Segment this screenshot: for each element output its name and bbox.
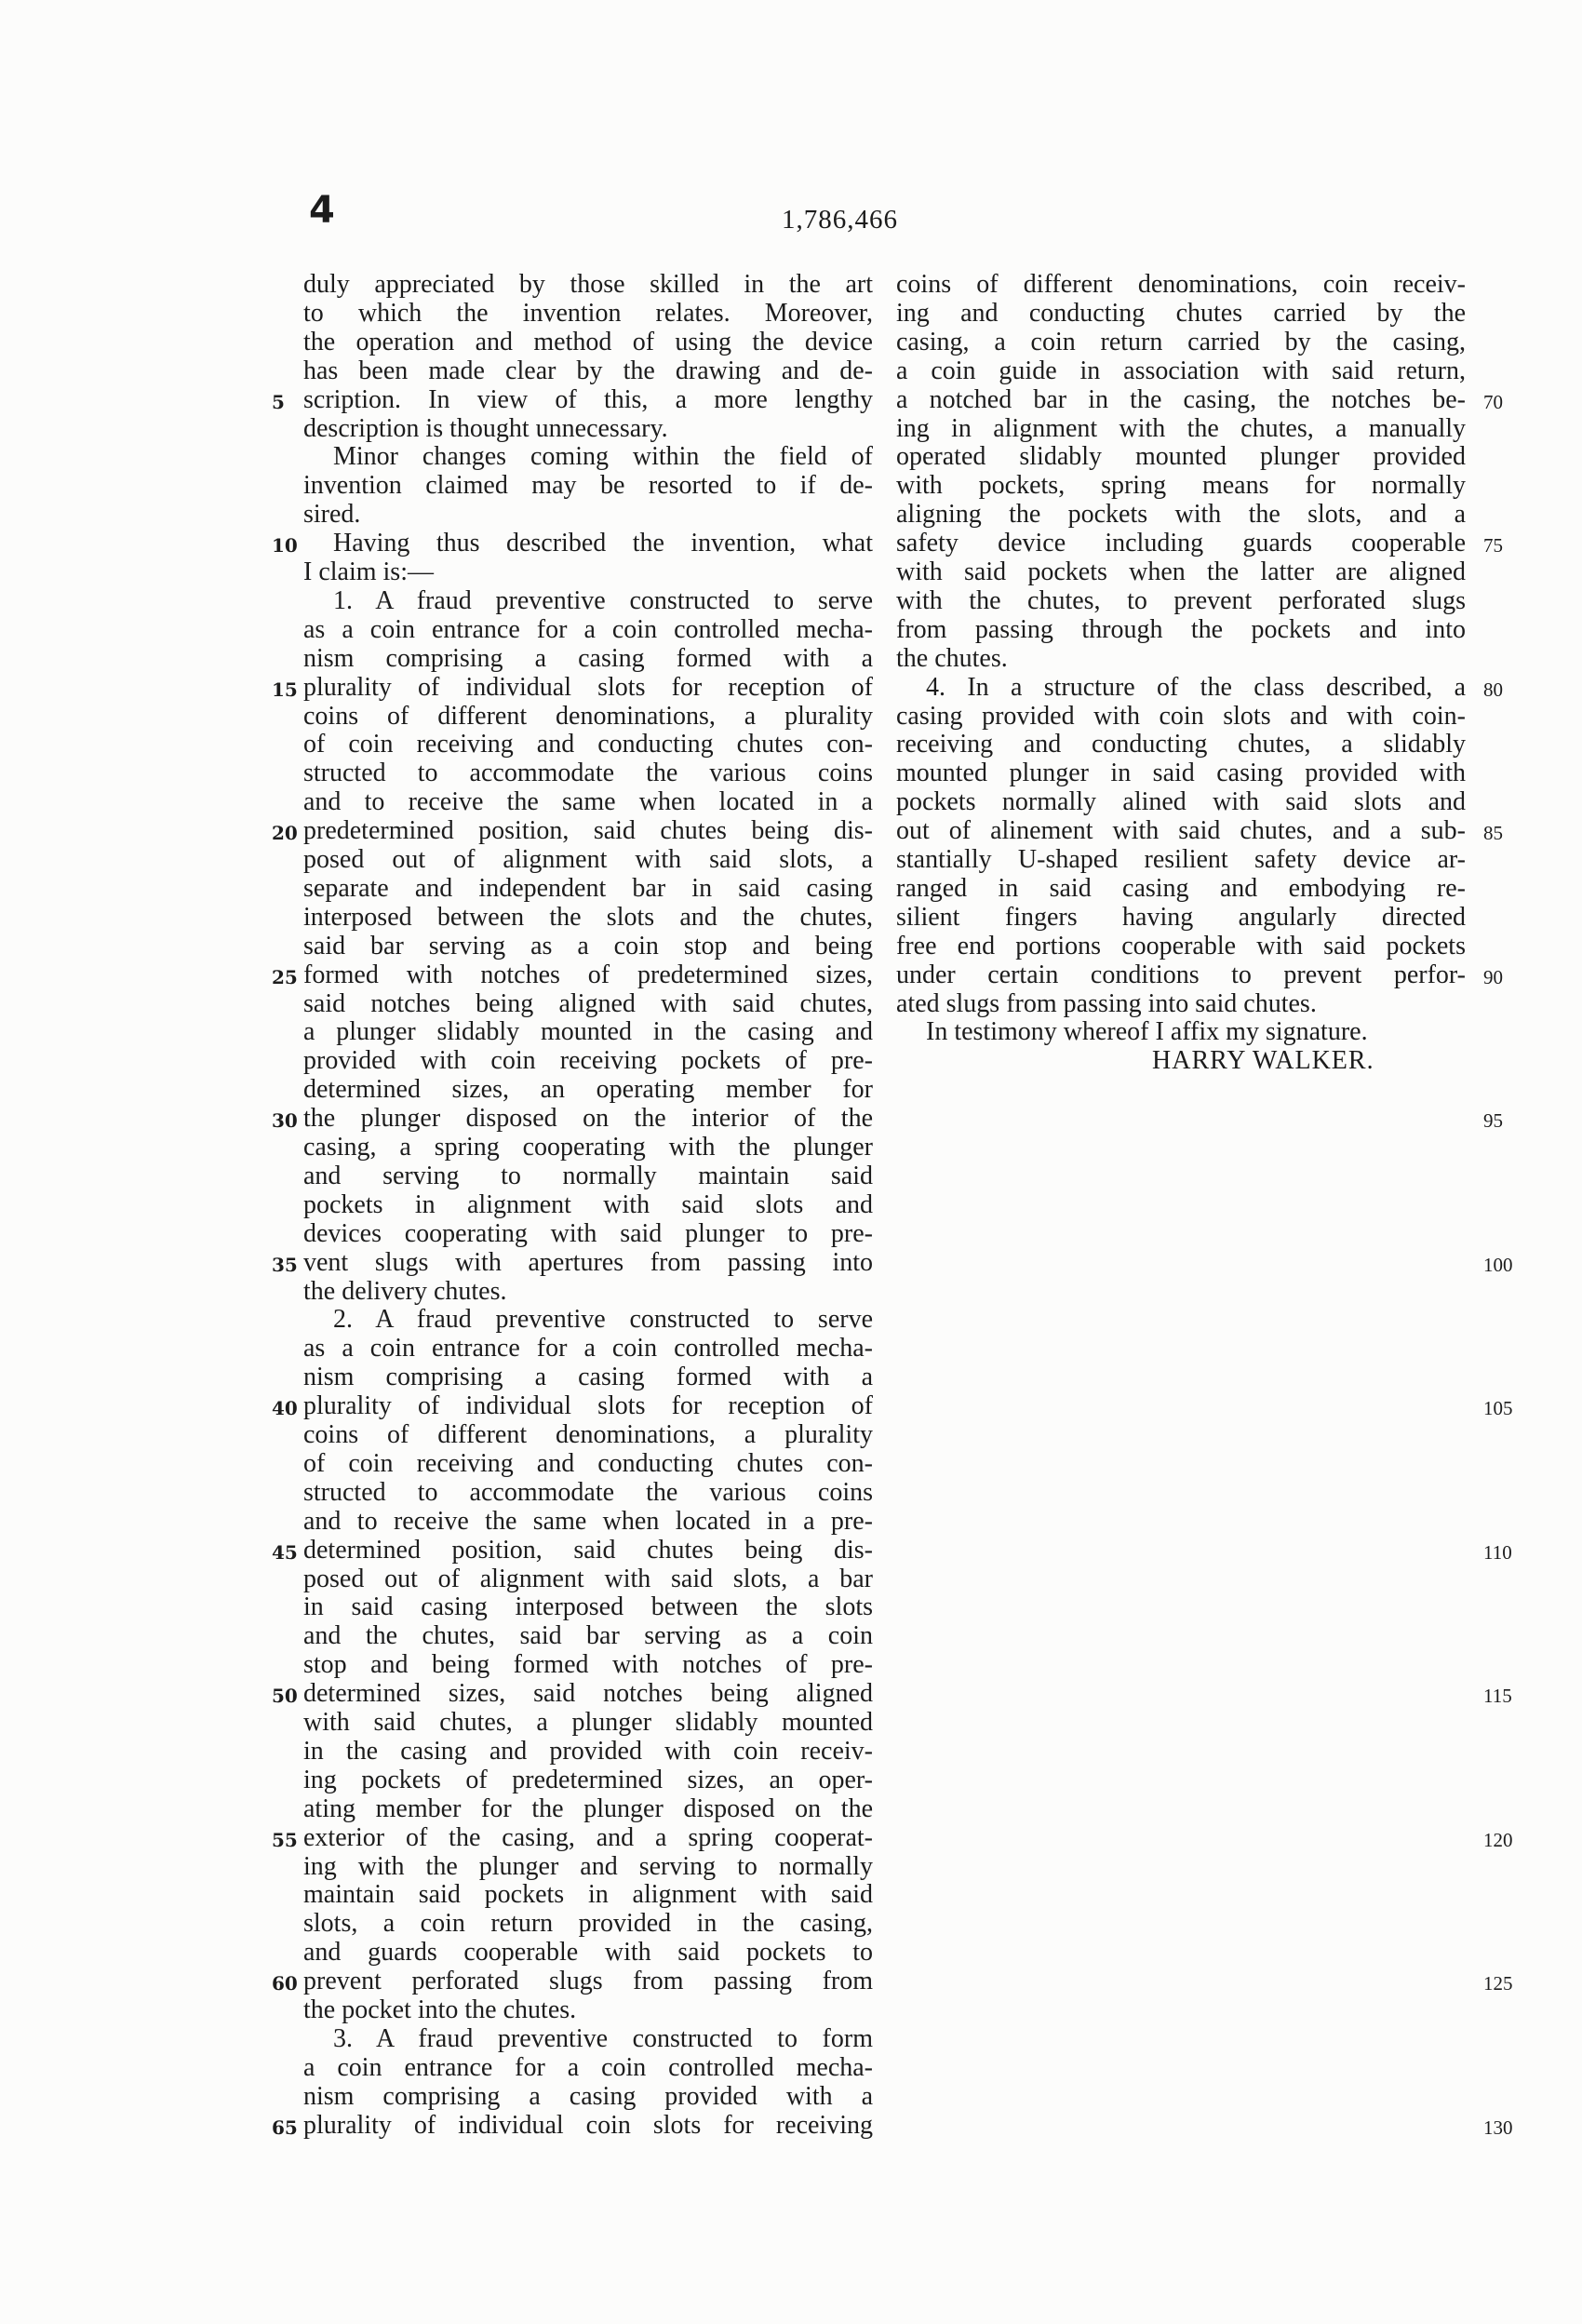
text-line: plurality of individual coin slots for receiving xyxy=(303,2110,873,2140)
text-line: in the casing and provided with coin receiv- xyxy=(303,1736,873,1766)
text-line: nism comprising a casing formed with a xyxy=(303,1363,873,1392)
text-line: posed out of alignment with said slots, a bar xyxy=(303,1564,873,1593)
text-line: separate and independent bar in said casing xyxy=(303,873,873,903)
text-line: from passing through the pockets and into xyxy=(896,614,1466,644)
line-number-left: 10 xyxy=(272,534,298,557)
line-number-right: 115 xyxy=(1483,1685,1512,1708)
line-number-right: 120 xyxy=(1483,1828,1513,1851)
text-line: out of alinement with said chutes, and a sub- xyxy=(896,816,1466,846)
text-line: nism comprising a casing provided with a xyxy=(303,2081,873,2111)
text-line: ing pockets of predetermined sizes, an oper- xyxy=(303,1765,873,1794)
text-line: Minor changes coming within the field of xyxy=(333,442,873,472)
text-line: ated slugs from passing into said chutes. xyxy=(896,988,1317,1018)
text-line: exterior of the casing, and a spring cooperat- xyxy=(303,1822,873,1852)
text-line: coins of different denominations, a plurality xyxy=(303,701,873,731)
line-number-left: 20 xyxy=(272,822,298,845)
text-line: receiving and conducting chutes, a slidably xyxy=(896,730,1466,759)
text-line: a plunger slidably mounted in the casing and xyxy=(303,1017,873,1047)
line-number-left: 65 xyxy=(272,2116,298,2139)
text-line: casing, a spring cooperating with the plunger xyxy=(303,1133,873,1162)
text-line: the plunger disposed on the interior of the xyxy=(303,1104,873,1134)
line-number-right: 90 xyxy=(1483,965,1503,988)
text-line: 2. A fraud preventive constructed to serve xyxy=(333,1305,873,1335)
line-number-left: 15 xyxy=(272,678,298,701)
line-number-right: 75 xyxy=(1483,534,1503,557)
text-line: ing and conducting chutes carried by the xyxy=(896,298,1466,328)
line-number-right: 100 xyxy=(1483,1253,1513,1276)
line-number-right: 85 xyxy=(1483,822,1503,845)
text-line: structed to accommodate the various coins xyxy=(303,759,873,788)
line-number-left: 40 xyxy=(272,1397,298,1420)
text-line: formed with notches of predetermined sizes, xyxy=(303,960,873,989)
text-line: predetermined position, said chutes being dis- xyxy=(303,816,873,846)
text-line: the operation and method of using the device xyxy=(303,327,873,356)
line-number-left: 50 xyxy=(272,1685,298,1708)
text-line: a coin guide in association with said return, xyxy=(896,356,1466,385)
text-line: with said pockets when the latter are aligned xyxy=(896,557,1466,586)
text-line: operated slidably mounted plunger provided xyxy=(896,442,1466,472)
text-line: 1. A fraud preventive constructed to serve xyxy=(333,585,873,615)
line-number-right: 95 xyxy=(1483,1109,1503,1133)
text-line: casing, a coin return carried by the casing, xyxy=(896,327,1466,356)
line-number-left: 5 xyxy=(272,390,285,413)
text-line: and to receive the same when located in a pre- xyxy=(303,1506,873,1536)
text-line: coins of different denominations, a plurality xyxy=(303,1420,873,1449)
text-line: In testimony whereof I affix my signature. xyxy=(926,1017,1368,1047)
text-line: the chutes. xyxy=(896,643,1008,673)
text-line: and serving to normally maintain said xyxy=(303,1161,873,1190)
text-line: of coin receiving and conducting chutes con- xyxy=(303,730,873,759)
text-line: aligning the pockets with the slots, and a xyxy=(896,500,1466,530)
text-line: safety device including guards cooperable xyxy=(896,529,1466,558)
text-line: plurality of individual slots for reception of xyxy=(303,1391,873,1421)
text-line: stop and being formed with notches of pre- xyxy=(303,1650,873,1680)
line-number-left: 60 xyxy=(272,1972,298,1995)
text-line: and to receive the same when located in a xyxy=(303,787,873,817)
text-line: structed to accommodate the various coins xyxy=(303,1477,873,1507)
text-line: invention claimed may be resorted to if de- xyxy=(303,471,873,501)
text-line: a coin entrance for a coin controlled mecha- xyxy=(303,2052,873,2082)
line-number-left: 25 xyxy=(272,965,298,988)
page-number: 4 xyxy=(309,189,335,232)
text-line: description is thought unnecessary. xyxy=(303,413,668,443)
text-line: duly appreciated by those skilled in the art xyxy=(303,270,873,299)
text-line: free end portions cooperable with said pockets xyxy=(896,931,1466,960)
line-number-left: 55 xyxy=(272,1828,298,1851)
line-number-left: 45 xyxy=(272,1540,298,1564)
line-number-right: 105 xyxy=(1483,1397,1513,1420)
text-line: ating member for the plunger disposed on the xyxy=(303,1793,873,1823)
text-line: ranged in said casing and embodying re- xyxy=(896,873,1466,903)
text-line: a notched bar in the casing, the notches be- xyxy=(896,384,1466,414)
text-line: scription. In view of this, a more lengthy xyxy=(303,384,873,414)
text-line: vent slugs with apertures from passing into xyxy=(303,1247,873,1277)
text-line: the delivery chutes. xyxy=(303,1276,507,1306)
line-number-right: 110 xyxy=(1483,1540,1512,1564)
line-number-right: 80 xyxy=(1483,678,1503,701)
text-line: of coin receiving and conducting chutes con- xyxy=(303,1448,873,1478)
text-line: to which the invention relates. Moreover, xyxy=(303,298,873,328)
text-line: nism comprising a casing formed with a xyxy=(303,643,873,673)
text-line: maintain said pockets in alignment with said xyxy=(303,1880,873,1910)
text-line: plurality of individual slots for reception of xyxy=(303,672,873,702)
text-line: coins of different denominations, coin receiv- xyxy=(896,270,1466,299)
text-line: HARRY WALKER. xyxy=(1152,1046,1374,1076)
text-line: determined sizes, said notches being aligned xyxy=(303,1679,873,1709)
text-line: ing in alignment with the chutes, a manually xyxy=(896,413,1466,443)
text-line: 4. In a structure of the class described, a xyxy=(926,672,1466,702)
text-line: I claim is:— xyxy=(303,557,434,586)
text-line: provided with coin receiving pockets of pre- xyxy=(303,1046,873,1076)
line-number-left: 30 xyxy=(272,1109,298,1133)
text-line: the pocket into the chutes. xyxy=(303,1995,577,2024)
text-line: pockets normally alined with said slots and xyxy=(896,787,1466,817)
text-line: and guards cooperable with said pockets to xyxy=(303,1938,873,1968)
text-line: casing provided with coin slots and with coin- xyxy=(896,701,1466,731)
text-line: said bar serving as a coin stop and being xyxy=(303,931,873,960)
text-line: with pockets, spring means for normally xyxy=(896,471,1466,501)
text-line: and the chutes, said bar serving as a coin xyxy=(303,1621,873,1651)
text-line: posed out of alignment with said slots, a xyxy=(303,845,873,874)
line-number-right: 130 xyxy=(1483,2116,1513,2139)
line-number-right: 125 xyxy=(1483,1972,1513,1995)
text-line: sired. xyxy=(303,500,361,530)
text-line: pockets in alignment with said slots and xyxy=(303,1189,873,1219)
text-line: interposed between the slots and the chutes, xyxy=(303,902,873,932)
text-line: devices cooperating with said plunger to pre- xyxy=(303,1218,873,1248)
patent-number: 1,786,466 xyxy=(782,205,898,235)
text-line: as a coin entrance for a coin controlled mecha- xyxy=(303,614,873,644)
text-line: stantially U-shaped resilient safety device ar- xyxy=(896,845,1466,874)
text-line: 3. A fraud preventive constructed to form xyxy=(333,2023,873,2053)
line-number-right: 70 xyxy=(1483,390,1503,413)
text-line: with the chutes, to prevent perforated slugs xyxy=(896,585,1466,615)
text-line: under certain conditions to prevent perfor- xyxy=(896,960,1466,989)
text-line: mounted plunger in said casing provided with xyxy=(896,759,1466,788)
text-line: with said chutes, a plunger slidably mounted xyxy=(303,1708,873,1737)
text-line: silient fingers having angularly directed xyxy=(896,902,1466,932)
text-line: said notches being aligned with said chutes, xyxy=(303,988,873,1018)
text-line: determined position, said chutes being dis- xyxy=(303,1535,873,1565)
text-line: Having thus described the invention, what xyxy=(333,529,873,558)
text-line: prevent perforated slugs from passing from xyxy=(303,1967,873,1996)
text-line: ing with the plunger and serving to normally xyxy=(303,1851,873,1881)
text-line: determined sizes, an operating member for xyxy=(303,1075,873,1105)
text-line: as a coin entrance for a coin controlled mecha- xyxy=(303,1334,873,1364)
text-line: has been made clear by the drawing and de- xyxy=(303,356,873,385)
line-number-left: 35 xyxy=(272,1253,298,1276)
text-line: slots, a coin return provided in the casing, xyxy=(303,1909,873,1939)
text-line: in said casing interposed between the slots xyxy=(303,1592,873,1622)
